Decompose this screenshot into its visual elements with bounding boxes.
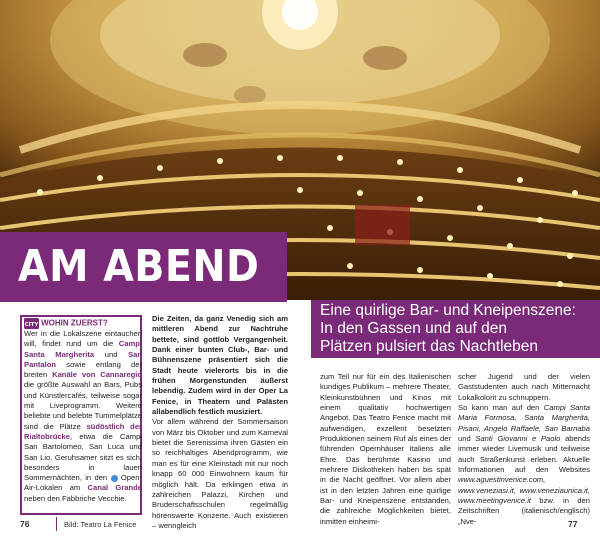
tip-text-4: die größte Auswahl an Bars, Pubs und Künstlercafés, teilweise sogar mit Liveprogramm. Weitere beliebte und belebte Tummelplätze sind die Plätze [24,380,142,431]
page-number-left: 76 [20,519,30,529]
page-number-right: 77 [568,519,578,529]
col3-text-b: So kann man auf den [458,403,544,413]
tip-text-6: Open-Air-Lokalen am [24,473,143,493]
col3-places: Campi Santa Maria Formosa, Santa Margherita, Pisani, Angelo Raffaele, San Barnaba [458,403,590,433]
body-paragraph-2: zum Teil nur für ein des Italienischen kundiges Publikum – mehrere Theater, Kleinkunstbühnen und Kinos mit einem qualitativ hochwertigen Angebot. Das Teatro Fenice macht mit aufwendigen, exzellent besetzten Produktionen seinem Ruf als eines der führenden Opernhäuser Italiens alle Ehre. Das berühmte Kasino und mehrere Diskotheken haben bis spät in die Nacht geöffnet. Vor allem aber ist in den letzten Jahren eine quirlige Bar- und Kneipenszene entstanden, die zahlreiche Möglichkeiten bietet, inmitten einheimi- [320,372,451,526]
section-title: AM ABEND [18,241,260,292]
lead-paragraph: Die Zeiten, da ganz Venedig sich am mittleren Abend zur Nachtruhe bettete, sind gottlob Vergangenheit. Dank einer bunten Club-, Bar- und Bühnenszene präsentiert sich die Stadt heute vielerorts bis in die frühen Morgenstunden äußerst lebendig. Zudem wird in der Oper La Fenice, in Theatern und Palästen allabendlich festlich musiziert. [152,314,288,417]
body-paragraph-3: scher Jugend und der vielen Gaststudenten auch nach Mitternacht Lokalkolorit zu schnuppern. [458,372,590,402]
tip-text-7: neben den Fabbriche Vecchie. [24,493,127,503]
tip-highlight-4: südöstlich der Rialtobrücke [24,421,143,441]
city-icon [24,318,39,329]
column-3 [458,372,590,527]
col3-text-d: und [458,434,476,444]
col3-text-f: abends immer wieder Livemusik und teilweise auch Straßenkunst erleben. Aktuelle Informationen auf den Websites [458,434,590,475]
tip-text-3: sowie entlang der breiten [24,359,142,380]
tip-highlight-2: San Pantalon [24,349,142,369]
footer-divider [56,517,57,531]
column-1 [152,314,288,531]
col3-text-h: bzw. in den Zeitschriften (italienisch/englisch) „Nve- [458,496,590,526]
tip-highlight-3: Kanäle von Cannaregio [52,370,142,380]
tip-highlight-5: Canal Grande [87,483,143,493]
photo-caption: Bild: Teatro La Fenice [64,520,137,529]
tip-text-5: , etwa die Campi San Bartolomeo, San Luca und San Lio. Geruhsamer sitzt es sich, besonders in lauen Sommernächten, in den [24,431,142,483]
body-paragraph-4 [458,403,590,527]
col3-place-2: Santi Giovanni e Paolo [475,434,561,444]
body-paragraph-1: Vor allem während der Sommersaison von März bis Oktober und zum Karneval bietet die Serenissima ihren Gästen ein so reichhaltiges Abendprogramm, wie man es für eine Kleinstadt mit nur noch knapp 60 000 Einwohnern kaum für möglich hält. Da erklingen etwa in zahlreichen Palazzi, Kirchen und Bruderschaftsschulen regelmäßig hörenswerte Konzerte. Auch existieren – wenngleich [152,417,288,530]
tip-text-1: Wer in die Lokalszene eintauchen will, findet rund um die [24,329,142,349]
svg-text:CITY: CITY [24,322,39,328]
headline [320,302,595,356]
tip-heading: WOHIN ZUERST? [41,318,108,328]
tip-highlight-1: Campi Santa Margherita [24,339,142,359]
headline-line-2: In den Gassen und auf den [320,320,508,337]
map-marker-icon [111,475,118,482]
col3-websites: www.aguestinvenice.com, www.veneziasi.it, www.veneziaunica.it, www.meetingvenice.it [458,475,590,506]
tip-box-content [24,318,142,504]
tip-text-2: und [94,349,129,359]
column-2 [320,372,451,527]
headline-line-1: Eine quirlige Bar- und Kneipenszene: [320,302,576,319]
headline-line-3: Plätzen pulsiert das Nachtleben [320,338,538,355]
